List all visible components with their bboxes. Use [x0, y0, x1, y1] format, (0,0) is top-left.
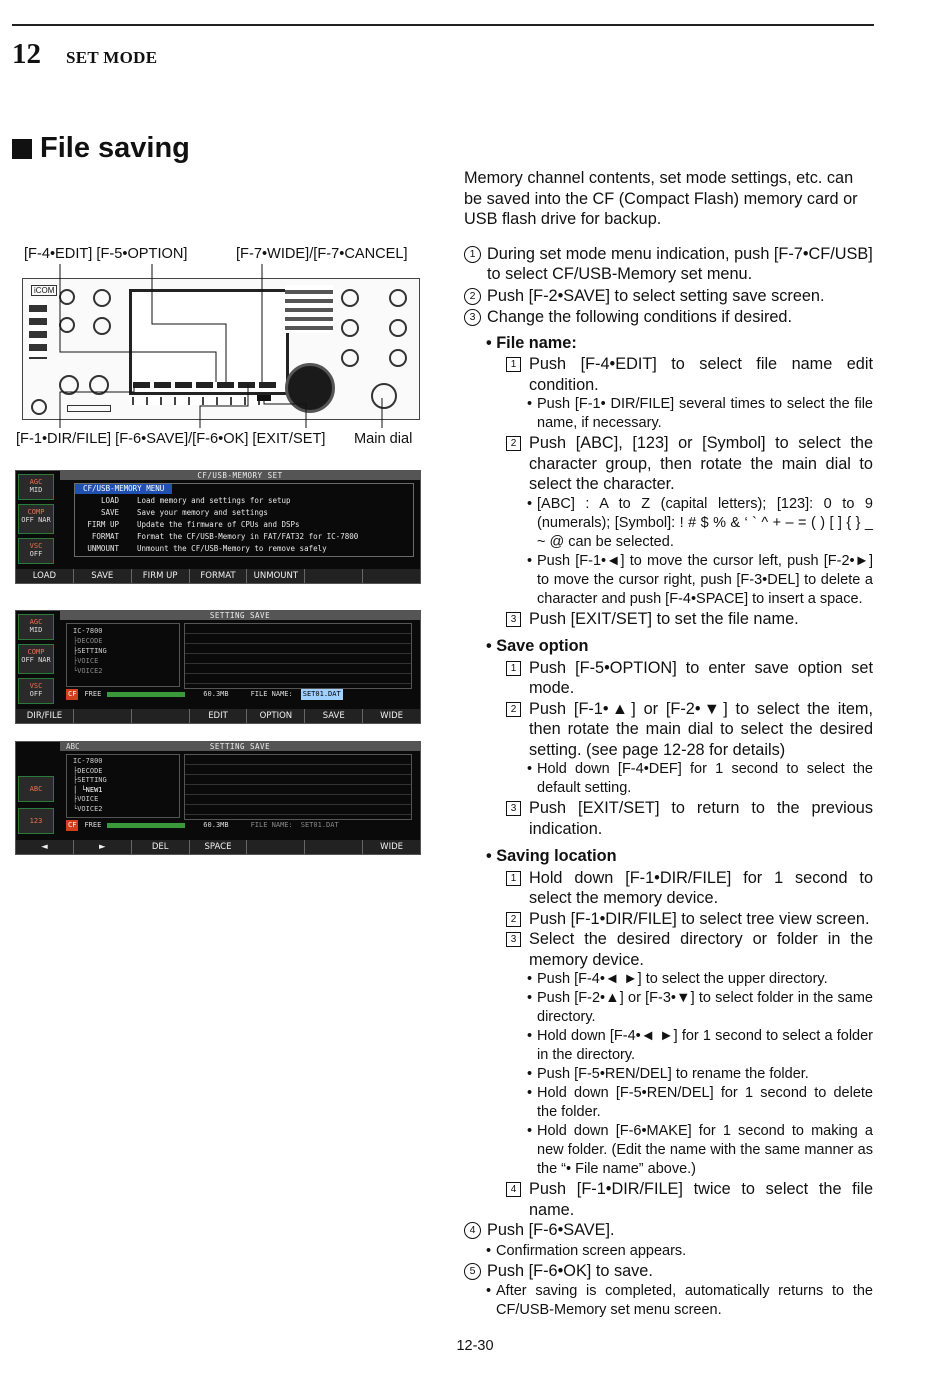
menu-row-unmount: UNMOUNT Unmount the CF/USB-Memory to remove safely: [87, 544, 327, 553]
fkey-2: [73, 709, 131, 723]
section-title: File saving: [12, 132, 190, 165]
fkey-6: SAVE: [304, 709, 362, 723]
file-name-item-3: 3 Push [EXIT/SET] to set the file name.: [506, 609, 873, 630]
saving-location-item-4: 4 Push [F-1•DIR/FILE] twice to select the file name.: [506, 1179, 873, 1220]
agc-indicator: AGC MID: [18, 474, 54, 500]
step-4-note: • Confirmation screen appears.: [486, 1242, 687, 1259]
fkey-5: [246, 840, 304, 854]
screen-title: SETTING SAVE: [60, 611, 420, 620]
page-number: 12-30: [456, 1338, 494, 1354]
fkey-1: LOAD: [32, 571, 57, 581]
label-bottom-left: [F-1•DIR/FILE] [F-6•SAVE]/[F-6•OK] [EXIT/SET]: [16, 431, 326, 447]
fkey-4: SPACE: [189, 840, 247, 854]
save-option-item-3: 3 Push [EXIT/SET] to return to the previous indication.: [506, 798, 873, 839]
file-name-heading: • File name:: [486, 333, 577, 352]
step-5: 5 Push [F-6•OK] to save.: [464, 1261, 873, 1282]
saving-location-item-2: 2 Push [F-1•DIR/FILE] to select tree view screen.: [506, 909, 873, 930]
save-option-heading: • Save option: [486, 637, 589, 655]
directory-tree: IC-7800 ├DECODE ├SETTING ├VOICE └VOICE2: [66, 623, 180, 687]
lcd-screen-memory-set: [15, 470, 421, 584]
fkey-3: [131, 709, 189, 723]
file-name-value: SET01.DAT: [300, 821, 339, 829]
comp-indicator: COMP OFF NAR: [18, 644, 54, 674]
file-name-item-2-notes: • [ABC] : A to Z (capital letters); [123]: 0 to 9 (numerals); [Symbol]: ! # $ % & ‘ ` ^ + – = ( ) [ ] { } _ ~ @ can be selected. • Push [F-1•◄] to move the cursor left, push [F-2•►] to move the cursor right, push [F-3•DEL] to delete a character and push [F-4•SPACE] to insert a space.: [527, 495, 873, 607]
status-line: CF FREE 60.3MB FILE NAME: SET01.DAT: [68, 821, 339, 829]
fkey-3: DEL: [131, 840, 189, 854]
fkey-6: [304, 840, 362, 854]
screen-title: SETTING SAVE: [60, 742, 420, 751]
fkey-3: FIRM UP: [131, 569, 189, 583]
screen-title: CF/USB-MEMORY SET: [60, 471, 420, 480]
lcd-screen-file-name-edit: [15, 741, 421, 855]
menu-row-format: FORMAT Format the CF/USB-Memory in FAT/FAT32 for IC-7800: [91, 532, 359, 541]
function-keys: [16, 709, 420, 723]
menu-row-load: LOAD Load memory and settings for setup: [100, 496, 291, 505]
step-4: 4 Push [F-6•SAVE].: [464, 1220, 873, 1241]
fkey-2: SAVE: [73, 569, 131, 583]
menu-row-firm-up: FIRM UP Update the firmware of CPUs and DSPs: [87, 520, 300, 529]
fkey-7: WIDE: [362, 840, 420, 854]
agc-indicator: AGC MID: [18, 614, 54, 640]
menu-row-save: SAVE Save your memory and settings: [100, 508, 268, 517]
save-option-item-2: 2 Push [F-1•▲] or [F-2•▼] to select the item, then rotate the main dial to select the desired setting. (see page 12-28 for details): [506, 699, 873, 761]
file-name-item-1: 1 Push [F-4•EDIT] to select file name edit condition.: [506, 354, 873, 395]
group-indicator: ABC: [66, 742, 80, 751]
vsc-indicator: VSC OFF: [18, 538, 54, 564]
fkey-5: UNMOUNT: [246, 569, 304, 583]
file-name-item-2: 2 Push [ABC], [123] or [Symbol] to select the character group, then rotate the main dial to select the character.: [506, 433, 873, 495]
free-space-bar: [107, 823, 185, 828]
label-bottom-right: Main dial: [354, 431, 413, 447]
label-top-right: [F-7•WIDE]/[F-7•CANCEL]: [236, 246, 408, 262]
brand-logo: iCOM: [31, 285, 57, 296]
saving-location-item-3: 3 Select the desired directory or folder in the memory device.: [506, 929, 873, 970]
label-top-left: [F-4•EDIT] [F-5•OPTION]: [24, 246, 188, 262]
memory-menu: [74, 483, 414, 557]
comp-indicator: COMP OFF NAR: [18, 504, 54, 534]
new-folder-item: │ └NEW1: [73, 785, 103, 794]
step-2: 2 Push [F-2•SAVE] to select setting save screen.: [464, 286, 873, 307]
status-line: CF FREE 60.3MB FILE NAME: SET01.DAT: [68, 690, 341, 698]
step-5-note: • After saving is completed, automatically returns to the CF/USB-Memory set menu screen.: [486, 1283, 873, 1318]
vsc-indicator: VSC OFF: [18, 678, 54, 704]
menu-header: CF/USB-MEMORY MENU: [75, 484, 172, 494]
save-option-item-2-notes: • Hold down [F-4•DEF] for 1 second to select the default setting.: [527, 761, 873, 796]
saving-location-heading: • Saving location: [486, 847, 617, 865]
fkey-2: ►: [73, 840, 131, 854]
file-list-area: [184, 754, 412, 820]
chapter-title: SET MODE: [66, 48, 158, 67]
fkey-6: [304, 569, 362, 583]
function-keys: [16, 569, 420, 583]
fkey-4: EDIT: [189, 709, 247, 723]
directory-tree: IC-7800 ├DECODE ├SETTING │ └NEW1 ├VOICE └VOICE2: [66, 754, 180, 818]
fkey-7: [362, 569, 420, 583]
step-3: 3 Change the following conditions if desired.: [464, 307, 873, 328]
function-keys: [16, 840, 420, 854]
file-name-item-1-notes: • Push [F-1• DIR/FILE] several times to select the file name, if necessary.: [527, 396, 873, 431]
step-1: 1 During set mode menu indication, push [F-7•CF/USB] to select CF/USB-Memory set menu.: [464, 244, 873, 285]
instructions-column: [464, 168, 873, 1320]
fkey-4: FORMAT: [189, 569, 247, 583]
lcd-screen-setting-save: [15, 610, 421, 724]
save-option-item-1: 1 Push [F-5•OPTION] to enter save option set mode.: [506, 658, 873, 699]
saving-location-item-3-notes: • Push [F-4•◄ ►] to select the upper directory. • Push [F-2•▲] or [F-3•▼] to select folder in the same directory. • Hold down [F-4•◄ ►] for 1 second to select a folder in the directory. • Push [F-5•REN/DEL] to rename the folder. • Hold down [F-5•REN/DEL] for 1 second to delete the folder. • Hold down [F-6•MAKE] for 1 second to making a new folder. (Edit the name with the same manner as the “• File name” above.): [527, 971, 873, 1177]
free-space-bar: [107, 692, 185, 697]
chapter-number: 12: [12, 38, 41, 70]
fkey-7: WIDE: [362, 709, 420, 723]
saving-location-item-1: 1 Hold down [F-1•DIR/FILE] for 1 second to select the memory device.: [506, 868, 873, 909]
num-group-button: 123: [18, 808, 54, 834]
file-list-area: [184, 623, 412, 689]
fkey-1: ◄: [41, 842, 48, 852]
file-name-value: SET01.DAT: [302, 690, 341, 698]
fkey-1: DIR/FILE: [26, 711, 63, 721]
intro-paragraph: Memory channel contents, set mode settings, etc. can be saved into the CF (Compact Flash) memory card or USB flash drive for backup.: [464, 169, 858, 228]
fkey-5: OPTION: [246, 709, 304, 723]
abc-group-button: ABC: [18, 776, 54, 802]
